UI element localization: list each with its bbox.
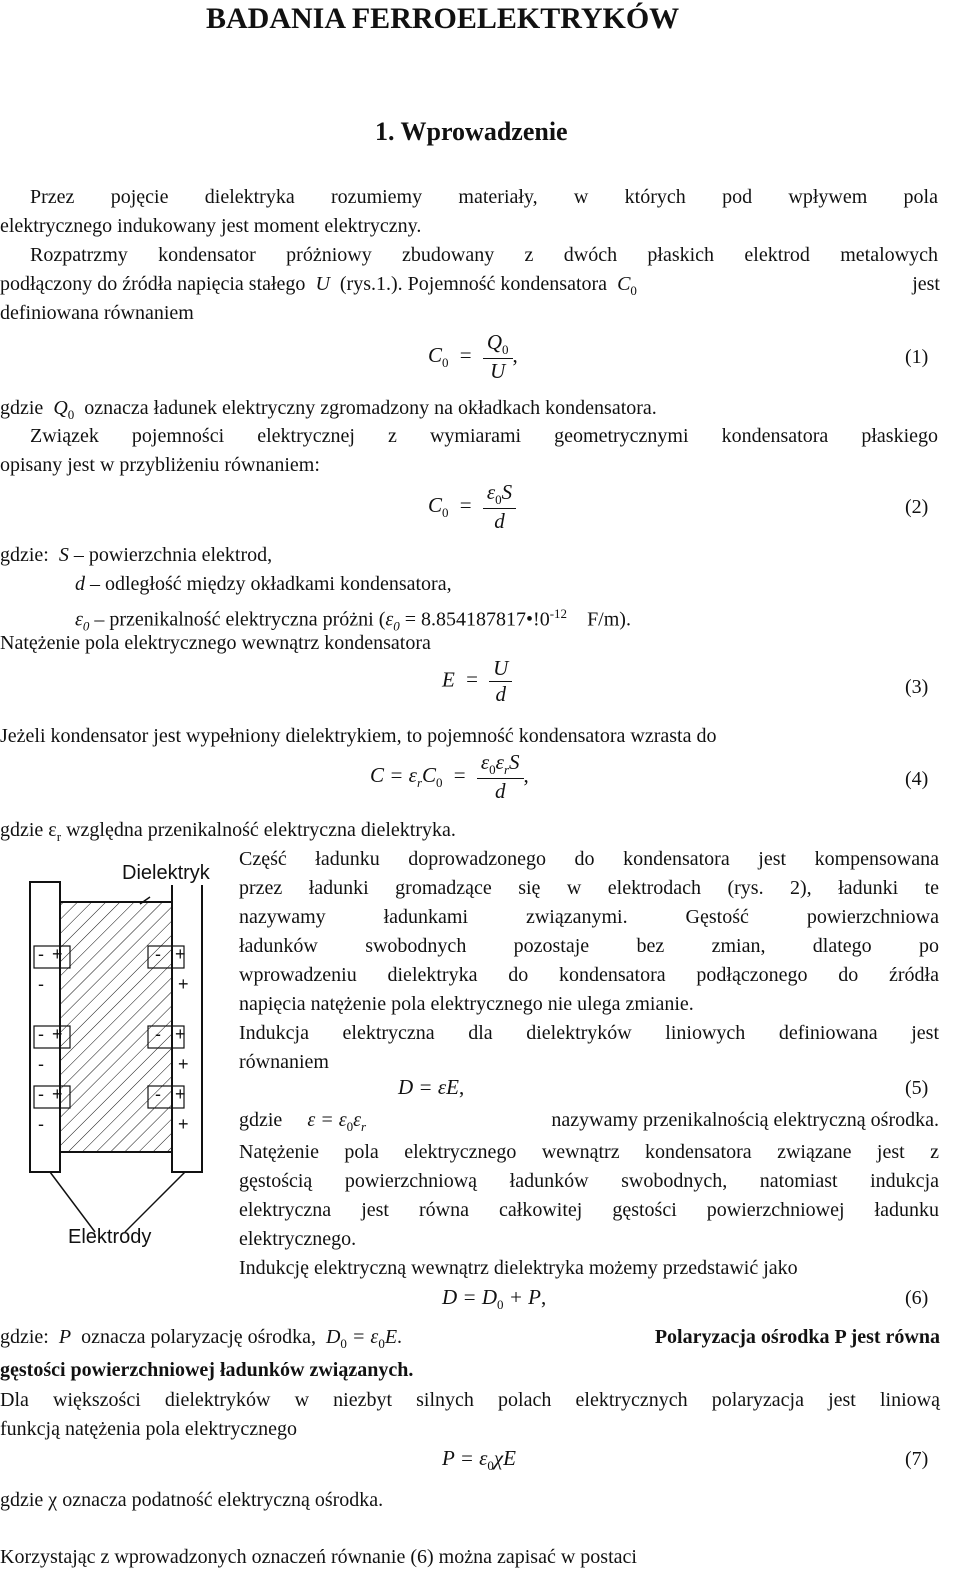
symbol: U bbox=[315, 273, 330, 295]
equation-number: (6) bbox=[905, 1287, 929, 1309]
formula: ε bbox=[353, 1109, 361, 1131]
formula: ε = ε bbox=[307, 1109, 347, 1131]
paragraph-line: Rozpatrzmy kondensator próżniowy zbudowany z dwóch płaskich elektrod metalowych bbox=[30, 244, 938, 266]
subscript: 0 bbox=[489, 762, 496, 778]
paragraph-line: Jeżeli kondensator jest wypełniony dielektrykiem, to pojemność kondensatora wzrasta do bbox=[0, 725, 717, 747]
text-span: F/m). bbox=[587, 608, 631, 631]
symbol: E bbox=[442, 667, 455, 692]
symbol: C bbox=[617, 273, 631, 295]
denominator: U bbox=[490, 359, 506, 384]
fraction bbox=[483, 480, 516, 534]
paragraph-line: Część ładunku doprowadzonego do kondensatora jest kompensowana bbox=[239, 848, 939, 870]
subscript: 0 bbox=[340, 1336, 347, 1351]
equation-6 bbox=[442, 1285, 546, 1313]
subscript: 0 bbox=[378, 1336, 385, 1351]
paragraph-line: przez ładunki gromadzące się w elektrodach (rys. 2), ładunki te bbox=[239, 877, 939, 899]
subscript: r bbox=[56, 829, 62, 844]
charge-plus: + bbox=[175, 944, 186, 964]
symbol: S bbox=[501, 480, 513, 504]
section-heading: 1. Wprowadzenie bbox=[375, 117, 568, 146]
symbol: ε bbox=[495, 750, 504, 774]
formula: = ε bbox=[351, 1326, 379, 1348]
comma: , bbox=[458, 1075, 465, 1099]
subscript: 0 bbox=[487, 1458, 494, 1474]
charge-plus: + bbox=[175, 1024, 186, 1044]
symbol: d bbox=[75, 573, 85, 595]
bold-statement: Polaryzacja ośrodka P jest równa bbox=[654, 1326, 940, 1348]
charge-minus: - bbox=[38, 944, 44, 964]
numerator: ε bbox=[486, 480, 496, 504]
paragraph-line: Natężenie pola elektrycznego wewnątrz kondensatora bbox=[0, 632, 431, 654]
subscript: r bbox=[416, 775, 423, 791]
definition-line bbox=[0, 541, 272, 569]
text-span: oznacza ładunek elektryczny zgromadzony na okładkach kondensatora. bbox=[84, 397, 657, 419]
text-span: gdzie bbox=[0, 397, 44, 419]
fraction bbox=[489, 656, 512, 707]
equals-sign: = bbox=[453, 762, 466, 787]
formula: + P bbox=[508, 1285, 542, 1309]
paragraph-line: elektrycznego indukowany jest moment elektryczny. bbox=[0, 215, 422, 237]
symbol: C bbox=[428, 492, 443, 517]
superscript: -12 bbox=[549, 606, 568, 621]
text-span: . bbox=[397, 1326, 403, 1348]
equation-number: (5) bbox=[905, 1077, 929, 1099]
denominator: d bbox=[494, 779, 506, 804]
equals-sign: = bbox=[466, 667, 478, 692]
subscript: 0 bbox=[497, 1297, 504, 1313]
electrode-pointer-right bbox=[125, 1172, 185, 1232]
subscript: r bbox=[503, 762, 509, 778]
denominator: d bbox=[495, 682, 506, 706]
symbol: ε bbox=[385, 608, 394, 631]
text-span: gdzie ε bbox=[0, 819, 57, 841]
subscript: 0 bbox=[67, 407, 75, 422]
text-span: względna przenikalność elektryczna dielektryka. bbox=[66, 819, 456, 841]
subscript: 0 bbox=[630, 283, 637, 298]
comma: , bbox=[523, 762, 529, 787]
subscript: r bbox=[360, 1119, 367, 1134]
paragraph-line: Indukcja elektryczna dla dielektryków liniowych definiowana jest bbox=[239, 1022, 939, 1044]
paragraph-line: Natężenie pola elektrycznego wewnątrz kondensatora związane jest z bbox=[239, 1141, 939, 1163]
numerator: ε bbox=[480, 750, 490, 774]
charge-minus: - bbox=[155, 1024, 161, 1044]
subscript: 0 bbox=[436, 775, 443, 791]
paragraph-line: Związek pojemności elektrycznej z wymiarami geometrycznymi kondensatora płaskiego bbox=[30, 425, 938, 447]
charge-plus: + bbox=[175, 1084, 186, 1104]
subscript: 0 bbox=[346, 1119, 354, 1134]
subscript: 0 bbox=[442, 505, 449, 521]
subscript: 0 bbox=[502, 342, 509, 358]
text-span: oznacza polaryzację ośrodka, bbox=[81, 1326, 316, 1348]
symbol: Q bbox=[53, 397, 68, 419]
text-span: (rys.1.). Pojemność kondensatora bbox=[339, 273, 608, 295]
equation-5 bbox=[398, 1075, 464, 1100]
charge-minus: - bbox=[38, 1114, 44, 1134]
subscript: 0 bbox=[393, 618, 400, 634]
fraction bbox=[477, 750, 524, 804]
subscript: 0 bbox=[442, 355, 449, 371]
text-span: gdzie: bbox=[0, 544, 49, 566]
equation-7 bbox=[442, 1446, 516, 1474]
paragraph-line bbox=[0, 1323, 940, 1358]
formula: χE bbox=[493, 1446, 516, 1470]
charge-minus: - bbox=[38, 1054, 44, 1074]
comma: , bbox=[512, 342, 518, 367]
text-span: nazywamy przenikalnością elektryczną ośrodka. bbox=[551, 1109, 939, 1131]
text-span: = 8.854187817•!0 bbox=[404, 608, 550, 631]
paragraph-line: Korzystając z wprowadzonych oznaczeń równanie (6) można zapisać w postaci bbox=[0, 1546, 637, 1568]
definition-line bbox=[75, 570, 452, 598]
figure-capacitor-dielectric bbox=[0, 852, 230, 1272]
electrode-pointer-left bbox=[50, 1172, 95, 1232]
charge-minus: - bbox=[38, 974, 44, 994]
equation-number: (3) bbox=[905, 676, 929, 698]
denominator: d bbox=[494, 509, 505, 534]
numerator: Q bbox=[486, 330, 503, 354]
equation-number: (1) bbox=[905, 346, 929, 368]
charge-plus: + bbox=[52, 944, 63, 964]
paragraph-line: Indukcję elektryczną wewnątrz dielektryka możemy przedstawić jako bbox=[239, 1257, 798, 1279]
comma: , bbox=[541, 1285, 547, 1309]
symbol: C bbox=[422, 762, 437, 787]
fraction bbox=[483, 330, 513, 384]
symbol: P bbox=[58, 1326, 72, 1348]
charge-minus: - bbox=[155, 944, 161, 964]
paragraph-line: gdzie χ oznacza podatność elektryczną ośrodka. bbox=[0, 1489, 384, 1511]
paragraph-line: elektryczna jest równa całkowitej gęstości powierzchniowej ładunku bbox=[239, 1199, 939, 1221]
paragraph-line: Dla większości dielektryków w niezbyt silnych polach elektrycznych polaryzacja jest liniową bbox=[0, 1389, 940, 1411]
subscript: 0 bbox=[82, 618, 90, 634]
numerator: U bbox=[489, 656, 512, 682]
page-title: BADANIA FERROELEKTRYKÓW bbox=[206, 2, 680, 35]
charge-plus: + bbox=[52, 1084, 63, 1104]
paragraph-line: Przez pojęcie dielektryka rozumiemy materiały, w których pod wpływem pola bbox=[30, 186, 938, 208]
equation-number: (2) bbox=[905, 496, 929, 518]
paragraph-line: ładunków swobodnych pozostaje bez zmian, dlatego po bbox=[239, 935, 939, 957]
text-span: – przenikalność elektryczna próżni ( bbox=[94, 608, 386, 631]
symbol: C bbox=[428, 342, 443, 367]
subscript: 0 bbox=[495, 492, 502, 508]
paragraph-line: definiowana równaniem bbox=[0, 302, 194, 324]
symbol: D bbox=[325, 1326, 341, 1348]
symbol: ε bbox=[75, 608, 83, 631]
text-span: – odległość między okładkami kondensatora, bbox=[90, 573, 452, 595]
charge-plus: + bbox=[178, 1054, 189, 1074]
label-dielektryk: Dielektryk bbox=[122, 862, 210, 884]
paragraph-line: gęstości powierzchniowej ładunków związanych. bbox=[0, 1359, 414, 1381]
text-span: podłączony do źródła napięcia stałego bbox=[0, 273, 306, 295]
equation-number: (7) bbox=[905, 1448, 929, 1470]
equation-number: (4) bbox=[905, 768, 929, 790]
symbol: E bbox=[384, 1326, 398, 1348]
charge-plus: + bbox=[52, 1024, 63, 1044]
paragraph-line: opisany jest w przybliżeniu równaniem: bbox=[0, 454, 320, 476]
text-span: – powierzchnia elektrod, bbox=[73, 544, 273, 566]
text-span: jest bbox=[912, 273, 940, 295]
paragraph-line: nazywamy ładunkami związanymi. Gęstość powierzchniowa bbox=[239, 906, 939, 928]
figure-drawing bbox=[0, 852, 230, 1272]
paragraph-line: funkcją natężenia pola elektrycznego bbox=[0, 1418, 298, 1440]
text-span: gdzie: bbox=[0, 1326, 49, 1348]
paragraph-line: wprowadzeniu dielektryka do kondensatora podłączonego do źródła bbox=[239, 964, 939, 986]
symbol: C = ε bbox=[370, 762, 417, 787]
formula: P = ε bbox=[442, 1446, 488, 1470]
equation-2 bbox=[428, 480, 516, 534]
paragraph-line bbox=[239, 1106, 939, 1141]
formula: D = D bbox=[442, 1285, 498, 1309]
equals-sign: = bbox=[459, 342, 472, 367]
formula: D = εE bbox=[398, 1075, 459, 1099]
paragraph-line: gęstością powierzchniową ładunków swobodnych, natomiast indukcja bbox=[239, 1170, 939, 1192]
paragraph-line: równaniem bbox=[239, 1051, 329, 1073]
charge-plus: + bbox=[178, 1114, 189, 1134]
charge-minus: - bbox=[38, 1084, 44, 1104]
charge-plus: + bbox=[178, 974, 189, 994]
equals-sign: = bbox=[459, 492, 472, 517]
paragraph-line: napięcia natężenie pola elektrycznego nie ulega zmianie. bbox=[239, 993, 694, 1015]
charge-minus: - bbox=[155, 1084, 161, 1104]
equation-1 bbox=[428, 330, 518, 384]
label-elektrody: Elektrody bbox=[68, 1226, 152, 1248]
charge-minus: - bbox=[38, 1024, 44, 1044]
text-span: gdzie bbox=[239, 1109, 283, 1131]
paragraph-line: elektrycznego. bbox=[239, 1228, 357, 1250]
equation-3 bbox=[442, 656, 512, 707]
equation-4 bbox=[370, 750, 529, 804]
symbol: S bbox=[58, 544, 69, 566]
symbol: S bbox=[509, 750, 520, 774]
